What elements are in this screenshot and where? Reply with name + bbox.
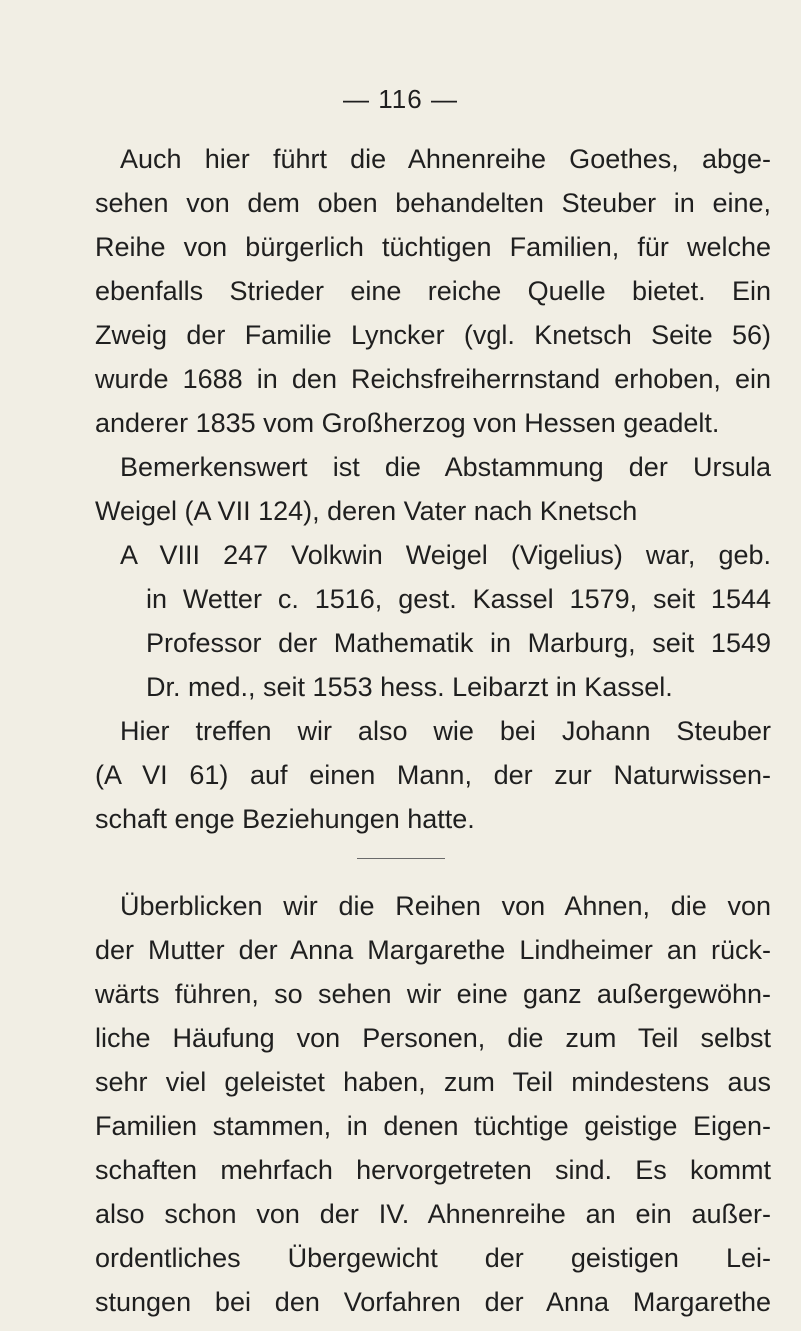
text-line: sehen von dem oben behandelten Steuber in eine, [95,188,771,218]
text-line: stungen bei den Vorfahren der Anna Margarethe [95,1287,771,1317]
section-divider [357,858,445,859]
text-line: der Mutter der Anna Margarethe Lindheimer an rück- [95,935,771,965]
text-line: Zweig der Familie Lyncker (vgl. Knetsch Seite 56) [95,320,771,350]
text-line: Reihe von bürgerlich tüchtigen Familien, für welche [95,232,771,262]
text-line: Dr. med., seit 1553 hess. Leibarzt in Kassel. [146,672,673,702]
text-line: sehr viel geleistet haben, zum Teil mindestens aus [95,1067,771,1097]
text-line: Hier treffen wir also wie bei Johann Steuber [120,716,771,746]
text-line: Weigel (A VII 124), deren Vater nach Knetsch [95,496,638,526]
text-line: anderer 1835 vom Großherzog von Hessen geadelt. [95,408,720,438]
text-line: liche Häufung von Personen, die zum Teil selbst [95,1023,771,1053]
text-line: wärts führen, so sehen wir eine ganz außergewöhn- [95,979,771,1009]
text-line: in Wetter c. 1516, gest. Kassel 1579, seit 1544 [146,584,771,614]
page-number: — 116 — [343,84,458,114]
text-line: Bemerkenswert ist die Abstammung der Ursula [120,452,771,482]
text-line: A VIII 247 Volkwin Weigel (Vigelius) war, geb. [120,540,771,570]
text-line: Professor der Mathematik in Marburg, seit 1549 [146,628,771,658]
text-line: schaft enge Beziehungen hatte. [95,804,475,834]
text-line: Überblicken wir die Reihen von Ahnen, die von [120,891,771,921]
text-line: also schon von der IV. Ahnenreihe an ein außer- [95,1199,771,1229]
text-line: Auch hier führt die Ahnenreihe Goethes, abge- [120,144,771,174]
text-line: ebenfalls Strieder eine reiche Quelle bietet. Ein [95,276,771,306]
text-line: Familien stammen, in denen tüchtige geistige Eigen- [95,1111,771,1141]
text-line: schaften mehrfach hervorgetreten sind. Es kommt [95,1155,771,1185]
text-line: wurde 1688 in den Reichsfreiherrnstand erhoben, ein [95,364,771,394]
text-line: (A VI 61) auf einen Mann, der zur Naturwissen- [95,760,771,790]
text-line: ordentliches Übergewicht der geistigen Lei- [95,1243,771,1273]
